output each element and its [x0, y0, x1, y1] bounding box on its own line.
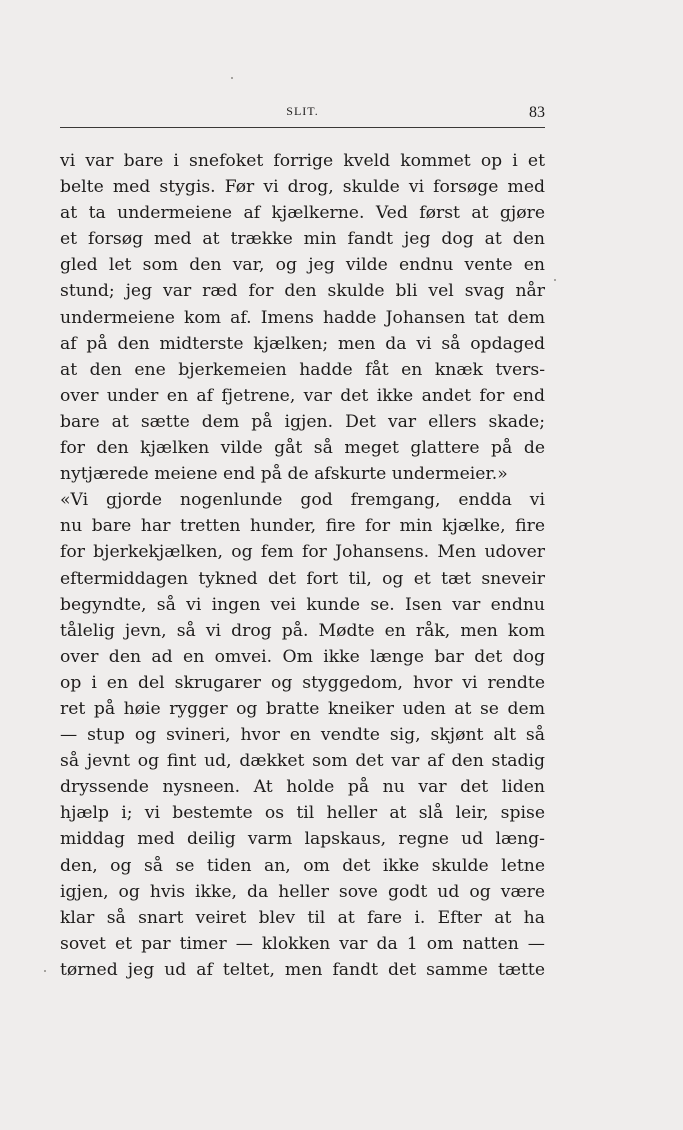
body-text [60, 148, 545, 983]
text-line: vi var bare i snefoket forrige kveld kommet op i et [60, 151, 545, 171]
text-line: eftermiddagen tykned det fort til, og et tæt sneveir [60, 568, 545, 589]
text-line: igjen, og hvis ikke, da heller sove godt ud og være [60, 881, 545, 902]
text-line: nytjærede meiene end på de afskurte undermeier.» [60, 464, 508, 485]
text-line: klar så snart veiret blev til at fare i. Efter at ha [60, 907, 545, 928]
paper-speck [231, 77, 233, 79]
text-line: af på den midterste kjælken; men da vi så opdaged [60, 333, 545, 354]
text-line: sovet et par timer — klokken var da 1 om natten — [60, 933, 545, 954]
text-line: den, og så se tiden an, om det ikke skulde letne [60, 855, 545, 876]
text-line: gled let som den var, og jeg vilde endnu vente en [60, 255, 545, 276]
text-line: stund; jeg var ræd for den skulde bli vel svag når [60, 281, 545, 302]
text-line: et forsøg med at trække min fandt jeg dog at den [60, 229, 545, 250]
text-line: at ta undermeiene af kjælkerne. Ved først at gjøre [60, 203, 545, 224]
text-line: ret på høie rygger og bratte kneiker uden at se dem [60, 698, 545, 719]
text-line: belte med stygis. Før vi drog, skulde vi forsøge med [60, 177, 545, 198]
text-line: tørned jeg ud af teltet, men fandt det samme tætte [60, 959, 545, 980]
text-line: for bjerkekjælken, og fem for Johansens. Men udover [60, 542, 545, 563]
text-line: så jevnt og fint ud, dækket som det var af den stadig [60, 751, 545, 772]
text-line: «Vi gjorde nogenlunde god fremgang, endda vi [60, 490, 545, 511]
text-line: middag med deilig varm lapskaus, regne ud læng- [60, 829, 545, 850]
text-line: undermeiene kom af. Imens hadde Johansen tat dem [60, 307, 545, 328]
text-line: dryssende nysneen. At holde på nu var det liden [60, 777, 545, 798]
text-line: tålelig jevn, så vi drog på. Mødte en råk, men kom [60, 620, 545, 641]
text-line: begyndte, så vi ingen vei kunde se. Isen var endnu [60, 594, 545, 615]
paper-speck [554, 279, 556, 281]
header-rule [60, 127, 545, 128]
text-line: nu bare har tretten hunder, fire for min kjælke, fire [60, 516, 545, 537]
text-line: over den ad en omvei. Om ikke længe bar det dog [60, 646, 545, 667]
text-line: hjælp i; vi bestemte os til heller at slå leir, spise [60, 803, 545, 824]
text-line: at den ene bjerkemeien hadde fåt en knæk tvers- [60, 359, 545, 380]
running-head: SLIT. [286, 104, 319, 118]
text-line: op i en del skrugarer og styggedom, hvor vi rendte [60, 672, 545, 693]
paper-speck [44, 970, 46, 972]
text-line: — stup og svineri, hvor en vendte sig, skjønt alt så [60, 725, 545, 746]
page-number: 83 [529, 104, 545, 121]
text-line: over under en af fjetrene, var det ikke andet for end [60, 385, 545, 406]
page-header [60, 100, 545, 126]
text-line: bare at sætte dem på igjen. Det var ellers skade; [60, 411, 545, 432]
text-line: for den kjælken vilde gåt så meget glattere på de [60, 438, 545, 459]
